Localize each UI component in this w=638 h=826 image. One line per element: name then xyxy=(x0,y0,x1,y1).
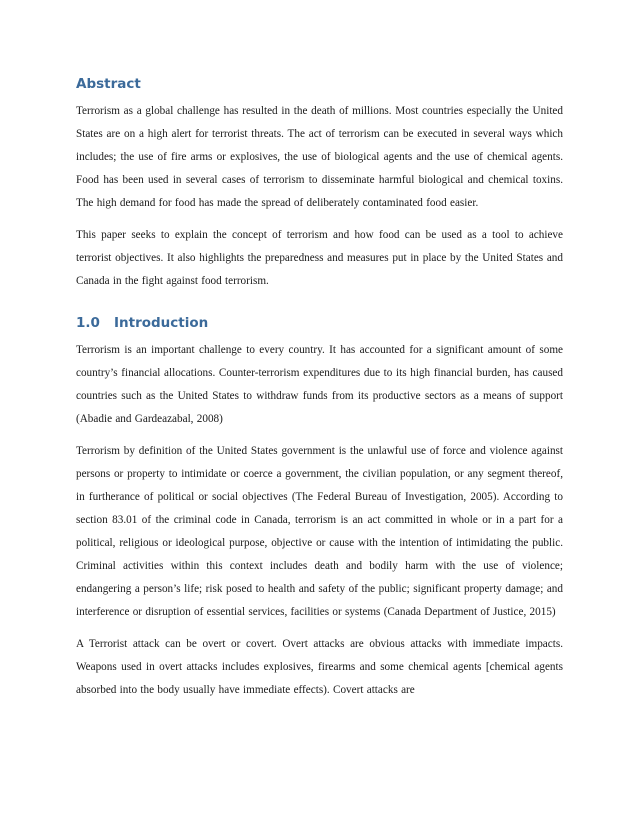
introduction-paragraph-1: Terrorism is an important challenge to every country. It has accounted for a significant amount of some country’s financial allocations. Counter-terrorism expenditures due to its high financial burden, has caused countries such as the United States to withdraw funds from its productive sectors as a means of support (Abadie and Gardeazabal, 2008) xyxy=(76,344,563,425)
introduction-paragraph-2: Terrorism by definition of the United States government is the unlawful use of force and violence against persons or property to intimidate or coerce a government, the civilian population, or any segment thereof, in furtherance of political or social objectives (The Federal Bureau of Investigation, 2005). According to section 83.01 of the criminal code in Canada, terrorism is an act committed in whole or in a part for a political, religious or ideological purpose, objective or cause with the intention of intimidating the public. Criminal activities within this context includes death and bodily harm with the use of violence; endangering a person’s life; risk posed to health and safety of the public; significant property damage; and interference or disruption of essential services, facilities or systems (Canada Department of Justice, 2015) xyxy=(76,445,563,618)
introduction-paragraph-3: A Terrorist attack can be overt or covert. Overt attacks are obvious attacks with immediate impacts. Weapons used in overt attacks includes explosives, firearms and some chemical agents [chemical agents absorbed into the body usually have immediate effects). Covert attacks are xyxy=(76,638,563,696)
introduction-heading xyxy=(76,313,563,333)
abstract-paragraph-2: This paper seeks to explain the concept of terrorism and how food can be used as a tool to achieve terrorist objectives. It also highlights the preparedness and measures put in place by the United States and Canada in the fight against food terrorism. xyxy=(76,229,563,287)
abstract-paragraph-1: Terrorism as a global challenge has resulted in the death of millions. Most countries especially the United States are on a high alert for terrorist threats. The act of terrorism can be executed in several ways which includes; the use of fire arms or explosives, the use of biological agents and the use of chemical agents. Food has been used in several cases of terrorism to disseminate harmful biological and chemical toxins. The high demand for food has made the spread of deliberately contaminated food easier. xyxy=(76,105,563,209)
section-number: 1.0 xyxy=(76,315,100,331)
abstract-heading xyxy=(76,74,563,94)
introduction-heading-text: Introduction xyxy=(114,315,209,331)
document-body xyxy=(76,74,563,702)
abstract-heading-text: Abstract xyxy=(76,76,141,92)
